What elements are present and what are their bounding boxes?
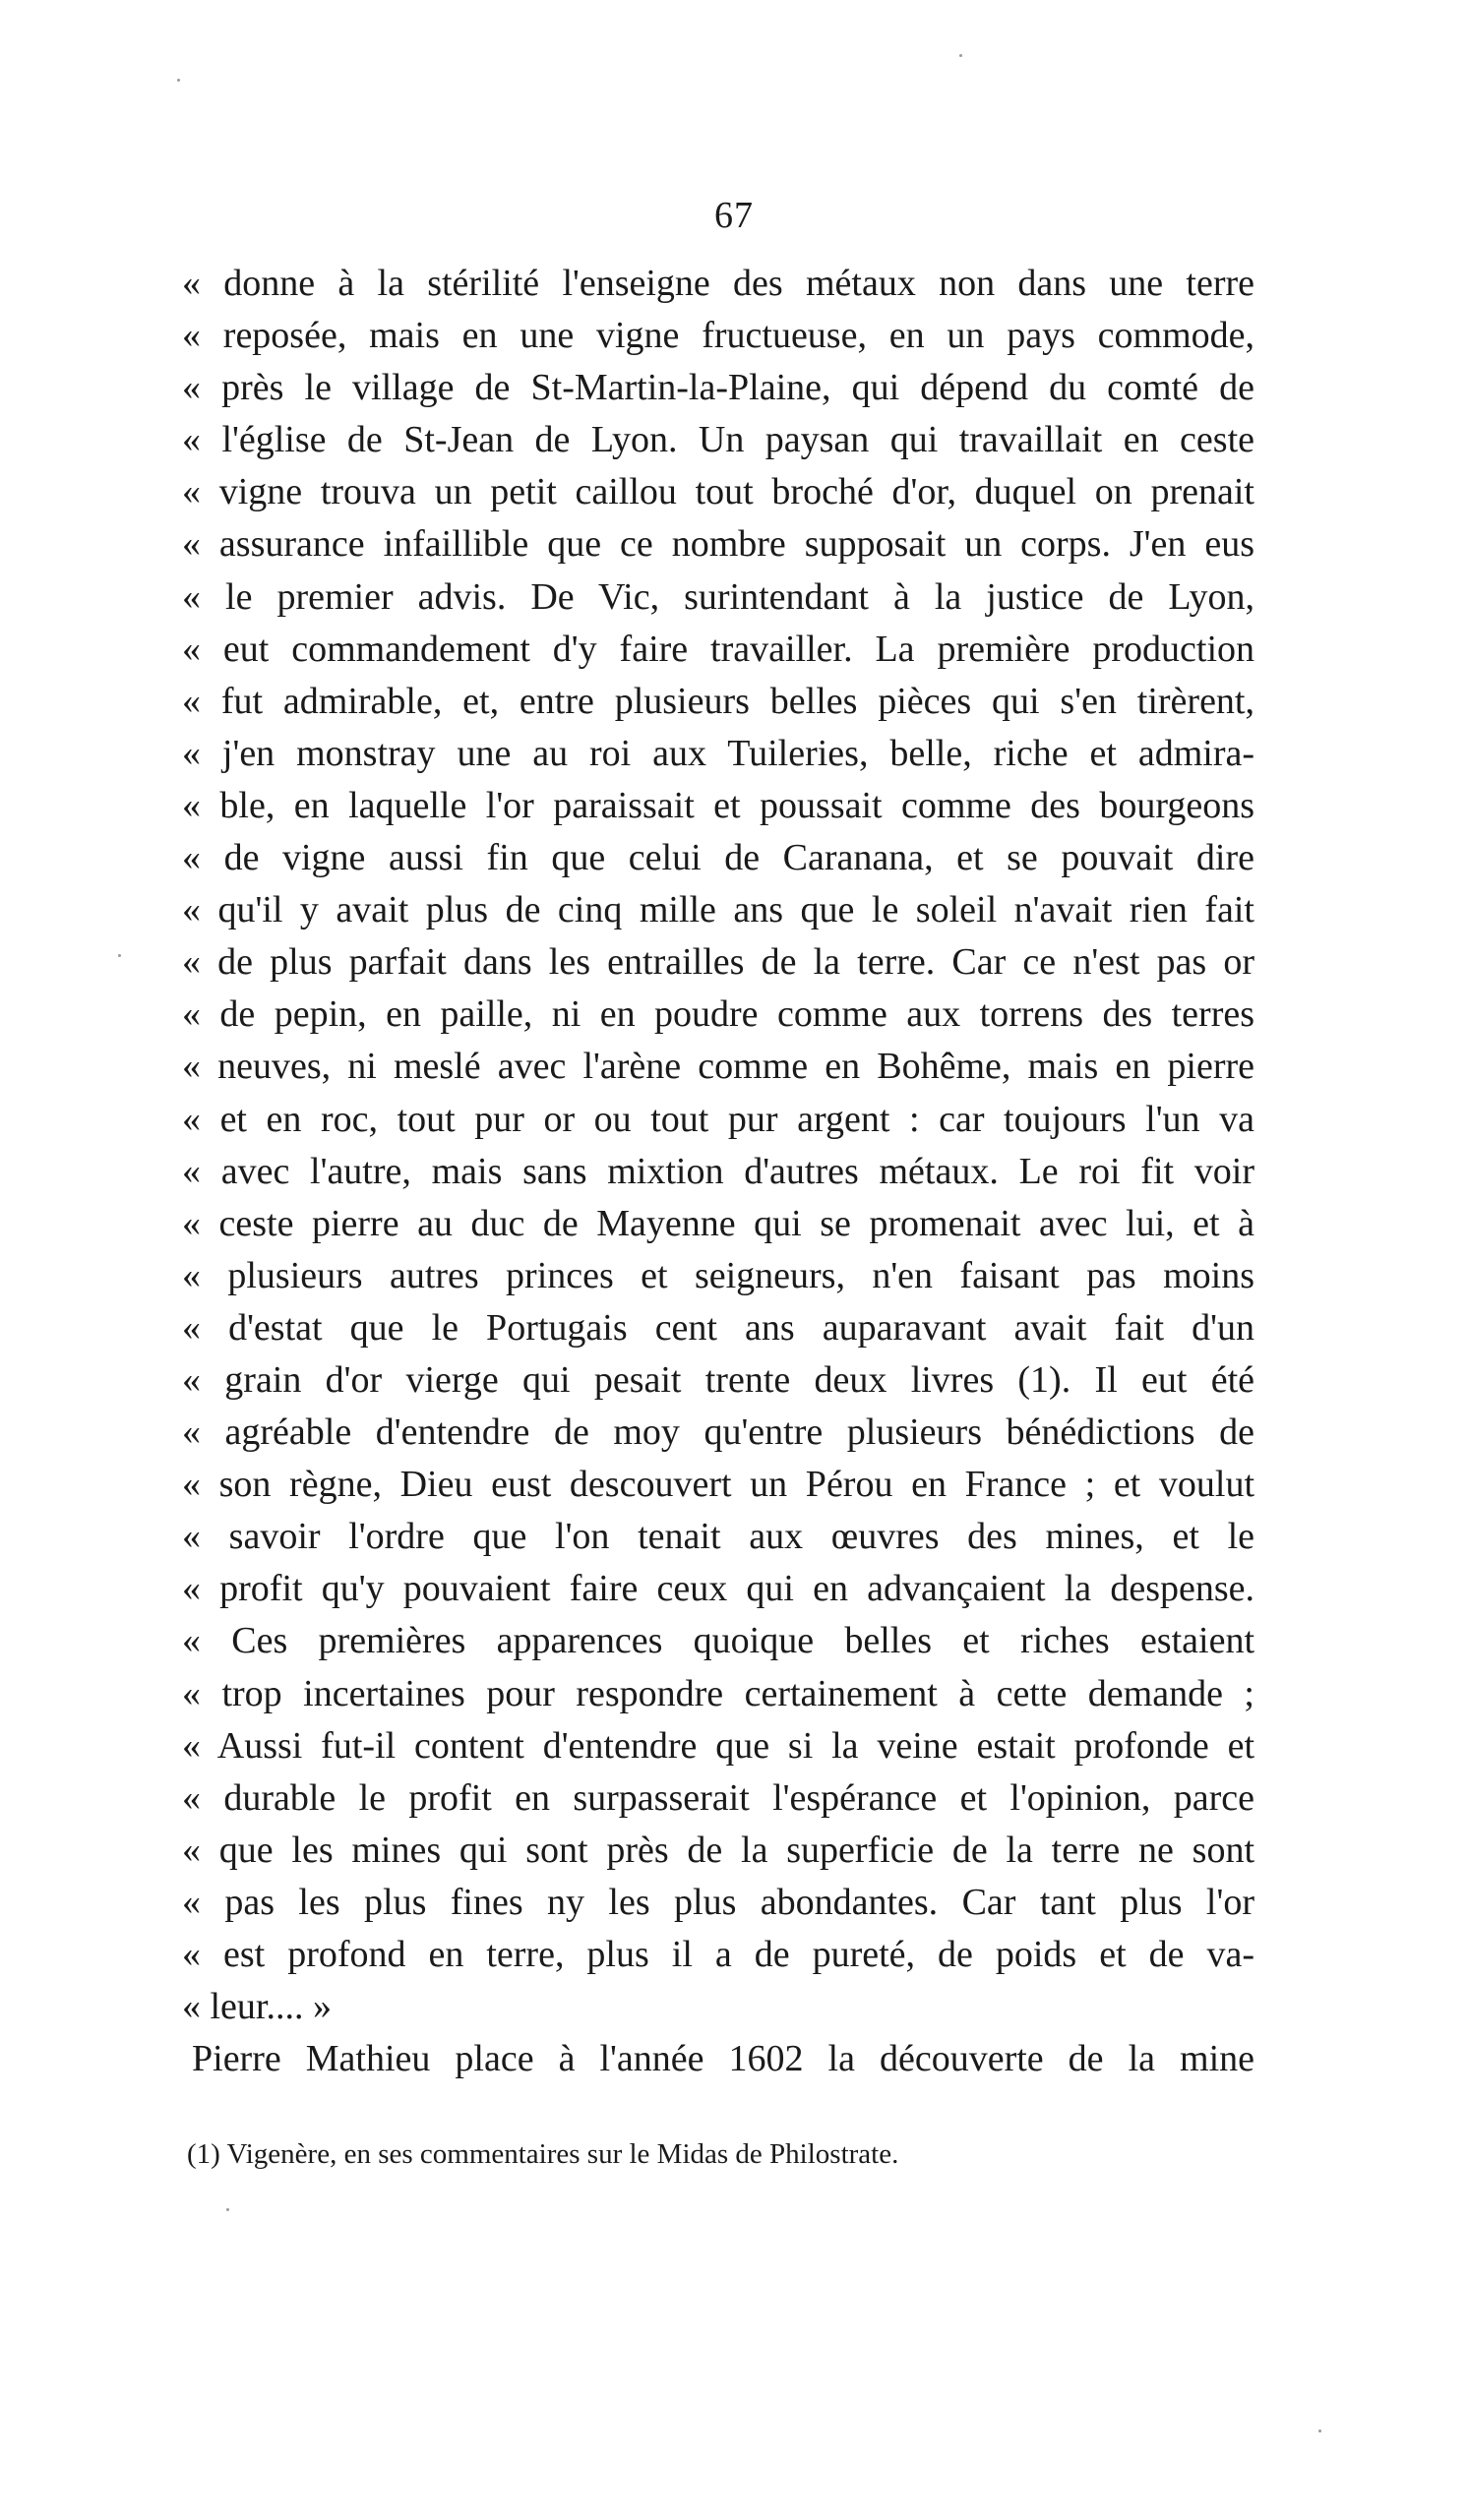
paper-speck xyxy=(118,954,121,957)
footnote: (1) Vigenère, en ses commentaires sur le Midas de Philostrate. xyxy=(187,2138,899,2170)
text-line: « que les mines qui sont près de la superficie de la terre ne sont xyxy=(182,1829,1254,1871)
text-line: « qu'il y avait plus de cinq mille ans que le soleil n'avait rien fait xyxy=(182,889,1254,931)
text-line: « Ces premières apparences quoique belles et riches estaient xyxy=(182,1620,1254,1662)
text-line: « j'en monstray une au roi aux Tuileries, belle, riche et admira- xyxy=(182,732,1254,774)
text-line: « ble, en laquelle l'or paraissait et poussait comme des bourgeons xyxy=(182,784,1254,826)
text-line: « de vigne aussi fin que celui de Caranana, et se pouvait dire xyxy=(182,837,1254,879)
paragraph-line: Pierre Mathieu place à l'année 1602 la découverte de la mine xyxy=(192,2038,1254,2080)
page-number: 67 xyxy=(714,195,754,236)
text-line: « eut commandement d'y faire travailler. La première production xyxy=(182,628,1254,670)
text-line: « avec l'autre, mais sans mixtion d'autres métaux. Le roi fit voir xyxy=(182,1150,1254,1192)
body-text xyxy=(182,258,1254,2085)
text-line: « donne à la stérilité l'enseigne des métaux non dans une terre xyxy=(182,263,1254,304)
text-line: « est profond en terre, plus il a de pureté, de poids et de va- xyxy=(182,1934,1254,1975)
text-line: « plusieurs autres princes et seigneurs, n'en faisant pas moins xyxy=(182,1254,1254,1296)
text-line: « de plus parfait dans les entrailles de la terre. Car ce n'est pas or xyxy=(182,941,1254,984)
text-line: « profit qu'y pouvaient faire ceux qui en advançaient la despense. xyxy=(182,1568,1254,1610)
text-line: « vigne trouva un petit caillou tout broché d'or, duquel on prenait xyxy=(182,471,1254,513)
paper-speck xyxy=(1318,2430,1321,2432)
text-line: « d'estat que le Portugais cent ans auparavant avait fait d'un xyxy=(182,1306,1254,1349)
text-line: « savoir l'ordre que l'on tenait aux œuvres des mines, et le xyxy=(182,1516,1254,1558)
text-line: « reposée, mais en une vigne fructueuse, en un pays commode, xyxy=(182,315,1254,357)
text-line: « grain d'or vierge qui pesait trente deux livres (1). Il eut été xyxy=(182,1358,1254,1401)
text-line: « l'église de St-Jean de Lyon. Un paysan qui travaillait en ceste xyxy=(182,419,1254,461)
text-line: « Aussi fut-il content d'entendre que si la veine estait profonde et xyxy=(182,1724,1254,1767)
text-line: « pas les plus fines ny les plus abondantes. Car tant plus l'or xyxy=(182,1881,1254,1923)
text-line: « neuves, ni meslé avec l'arène comme en Bohême, mais en pierre xyxy=(182,1046,1254,1088)
text-line: « son règne, Dieu eust descouvert un Pérou en France ; et voulut xyxy=(182,1464,1254,1506)
text-line: « durable le profit en surpasserait l'espérance et l'opinion, parce xyxy=(182,1776,1254,1819)
text-line: « leur.... » xyxy=(182,1986,332,2028)
text-line: « près le village de St-Martin-la-Plaine, qui dépend du comté de xyxy=(182,367,1254,409)
paper-speck xyxy=(226,2208,229,2211)
text-line: « fut admirable, et, entre plusieurs belles pièces qui s'en tirèrent, xyxy=(182,680,1254,722)
text-line: « ceste pierre au duc de Mayenne qui se promenait avec lui, et à xyxy=(182,1202,1254,1244)
text-line: « agréable d'entendre de moy qu'entre plusieurs bénédictions de xyxy=(182,1411,1254,1454)
text-line: « le premier advis. De Vic, surintendant à la justice de Lyon, xyxy=(182,575,1254,618)
paper-speck xyxy=(959,54,962,57)
text-line: « trop incertaines pour respondre certainement à cette demande ; xyxy=(182,1672,1254,1714)
text-line: « et en roc, tout pur or ou tout pur argent : car toujours l'un va xyxy=(182,1098,1254,1140)
text-line: « assurance infaillible que ce nombre supposait un corps. J'en eus xyxy=(182,523,1254,566)
text-line: « de pepin, en paille, ni en poudre comme aux torrens des terres xyxy=(182,993,1254,1036)
paper-speck xyxy=(177,79,180,82)
